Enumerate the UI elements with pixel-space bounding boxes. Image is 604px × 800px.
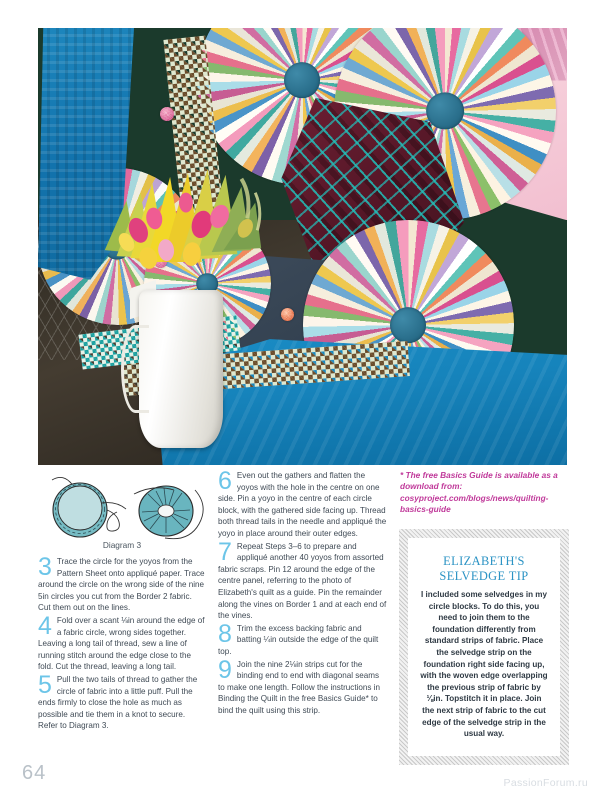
step-text: Trace the circle for the yoyos from the Pattern Sheet onto appliqué paper. Trace around the circle on the wrong side of the nine 5in circles you cut from the Border 2 fabric. Cut them out on the lines. xyxy=(38,557,205,613)
tip-title-line-1: ELIZABETH'S xyxy=(443,554,525,568)
flower-bouquet xyxy=(96,159,276,308)
step-text: Join the nine 2⅛in strips cut for the binding end to end with diagonal seams to make one length. Follow the instructions in Binding the Quilt in the free Basics Guide* to bind the quilt using this strip. xyxy=(218,659,380,715)
step-number: 3 xyxy=(38,553,52,581)
step-text: Fold over a scant ⅛in around the edge of a fabric circle, wrong sides together. Leaving a long tail of thread, sew a line of running stitch around the edge close to the fold. Cut the thread, leaving a long tail. xyxy=(38,615,205,672)
step-4 xyxy=(38,611,206,673)
step-9 xyxy=(218,655,388,717)
step-number: 6 xyxy=(218,467,232,495)
jug-handle xyxy=(121,325,150,412)
step-text: Repeat Steps 3–6 to prepare and appliqué another 40 yoyos from assorted fabric scraps. Pin 12 around the edge of the centre panel, referring to the photo of Elizabeth's quilt as a guide. Pin the remainder along the vines on Border 1 and at each end of the vines. xyxy=(218,541,387,621)
step-3 xyxy=(38,553,206,614)
step-number: 8 xyxy=(218,619,232,648)
page-number: 64 xyxy=(22,762,47,784)
step-text: Even out the gathers and flatten the yoyos with the hole in the centre on one side. Pin a yoyo in the centre of each circle block, with the gathered side facing up. Thread both thread tails in the needle and appliqué the yoyo in place around their outer edges. xyxy=(218,471,387,538)
step-text: Pull the two tails of thread to gather the circle of fabric into a little puff. Pull the ends firmly to close the hole as much as possible and tie them in a knot to secure. Refer to Diagram 3. xyxy=(38,674,198,731)
step-number: 5 xyxy=(38,670,52,699)
steps-column-1 xyxy=(38,553,206,732)
text-column-2 xyxy=(218,467,388,717)
text-column-3 xyxy=(400,470,568,516)
selvedge-tip-body: I included some selvedges in my circle blocks. To do this, you need to join them to the foundation differently from standard strips of fabric. Place the selvedge strip on the foundation right side facing up, with the woven edge overlapping the previous strip of fabric by ⅛in. Topstitch it in place. Join the next strip of fabric to the cut edge of the selvedge strip in the usual way. xyxy=(420,590,548,739)
diagram-3 xyxy=(38,470,206,556)
diagram-3-illustration xyxy=(38,470,206,542)
quilt-yoyo-puff xyxy=(160,107,174,121)
white-enamel-jug xyxy=(139,290,224,447)
step-5 xyxy=(38,670,206,732)
photo-scene xyxy=(38,28,567,465)
selvedge-tip-title xyxy=(420,554,548,583)
selvedge-tip-inner xyxy=(408,538,560,756)
tip-title-line-2: SELVEDGE TIP xyxy=(439,568,529,583)
diagram-caption: Diagram 3 xyxy=(102,540,142,550)
text-column-1 xyxy=(38,470,206,733)
step-number: 9 xyxy=(218,655,232,684)
quilt-yoyo-puff xyxy=(281,308,294,321)
selvedge-tip-panel xyxy=(399,529,569,765)
step-number: 4 xyxy=(38,611,52,640)
quilt-photograph xyxy=(38,28,567,465)
steps-column-2 xyxy=(218,467,388,716)
basics-guide-note: * The free Basics Guide is available as a download from: cosyproject.com/blogs/news/quilting-basics-guide xyxy=(400,470,558,515)
step-7 xyxy=(218,537,388,622)
watermark: PassionForum.ru xyxy=(503,777,588,789)
bouquet-svg xyxy=(96,159,276,308)
step-8 xyxy=(218,619,388,658)
step-text: Trim the excess backing fabric and batting ¼in outside the edge of the quilt top. xyxy=(218,623,379,656)
step-number: 7 xyxy=(218,537,232,566)
step-6 xyxy=(218,467,388,540)
